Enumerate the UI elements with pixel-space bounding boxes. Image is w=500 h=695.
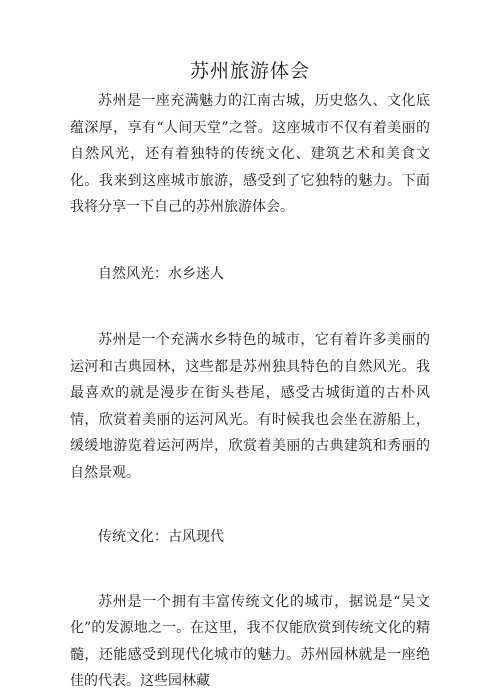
document-title: 苏州旅游体会 bbox=[189, 60, 310, 82]
spacer bbox=[70, 287, 430, 327]
spacer bbox=[70, 551, 430, 589]
section-heading-culture: 传统文化：古风现代 bbox=[98, 529, 224, 545]
section-heading-nature: 自然风光：水乡迷人 bbox=[98, 265, 224, 282]
intro-paragraph: 苏州是一座充满魅力的江南古城，历史悠久、文化底蕴深厚，享有“人间天堂”之誉。这座城市不仅有着美丽的自然风光，还有着独特的传统文化、建筑艺术和美食文化。我来到这座城市旅游，感受到了它独特的魅力。下面我将分享一下自己的苏州旅游体会。 bbox=[70, 93, 430, 215]
culture-paragraph: 苏州是一个拥有丰富传统文化的城市，据说是“吴文化”的发源地之一。在这里，我不仅能欣赏到传统文化的精髓，还能感受到现代化城市的魅力。苏州园林就是一座绝佳的代表。这些园林藏 bbox=[70, 593, 430, 689]
spacer bbox=[70, 486, 430, 524]
nature-paragraph: 苏州是一个充满水乡特色的城市，它有着许多美丽的运河和古典园林，这些都是苏州独具特色的自然风光。我最喜欢的就是漫步在街头巷尾，感受古城街道的古朴风情，欣赏着美丽的运河风光。有时候我也会坐在游船上，缓缓地游览着运河两岸，欣赏着美丽的古典建筑和秀丽的自然景观。 bbox=[70, 332, 430, 481]
spacer bbox=[70, 221, 430, 261]
